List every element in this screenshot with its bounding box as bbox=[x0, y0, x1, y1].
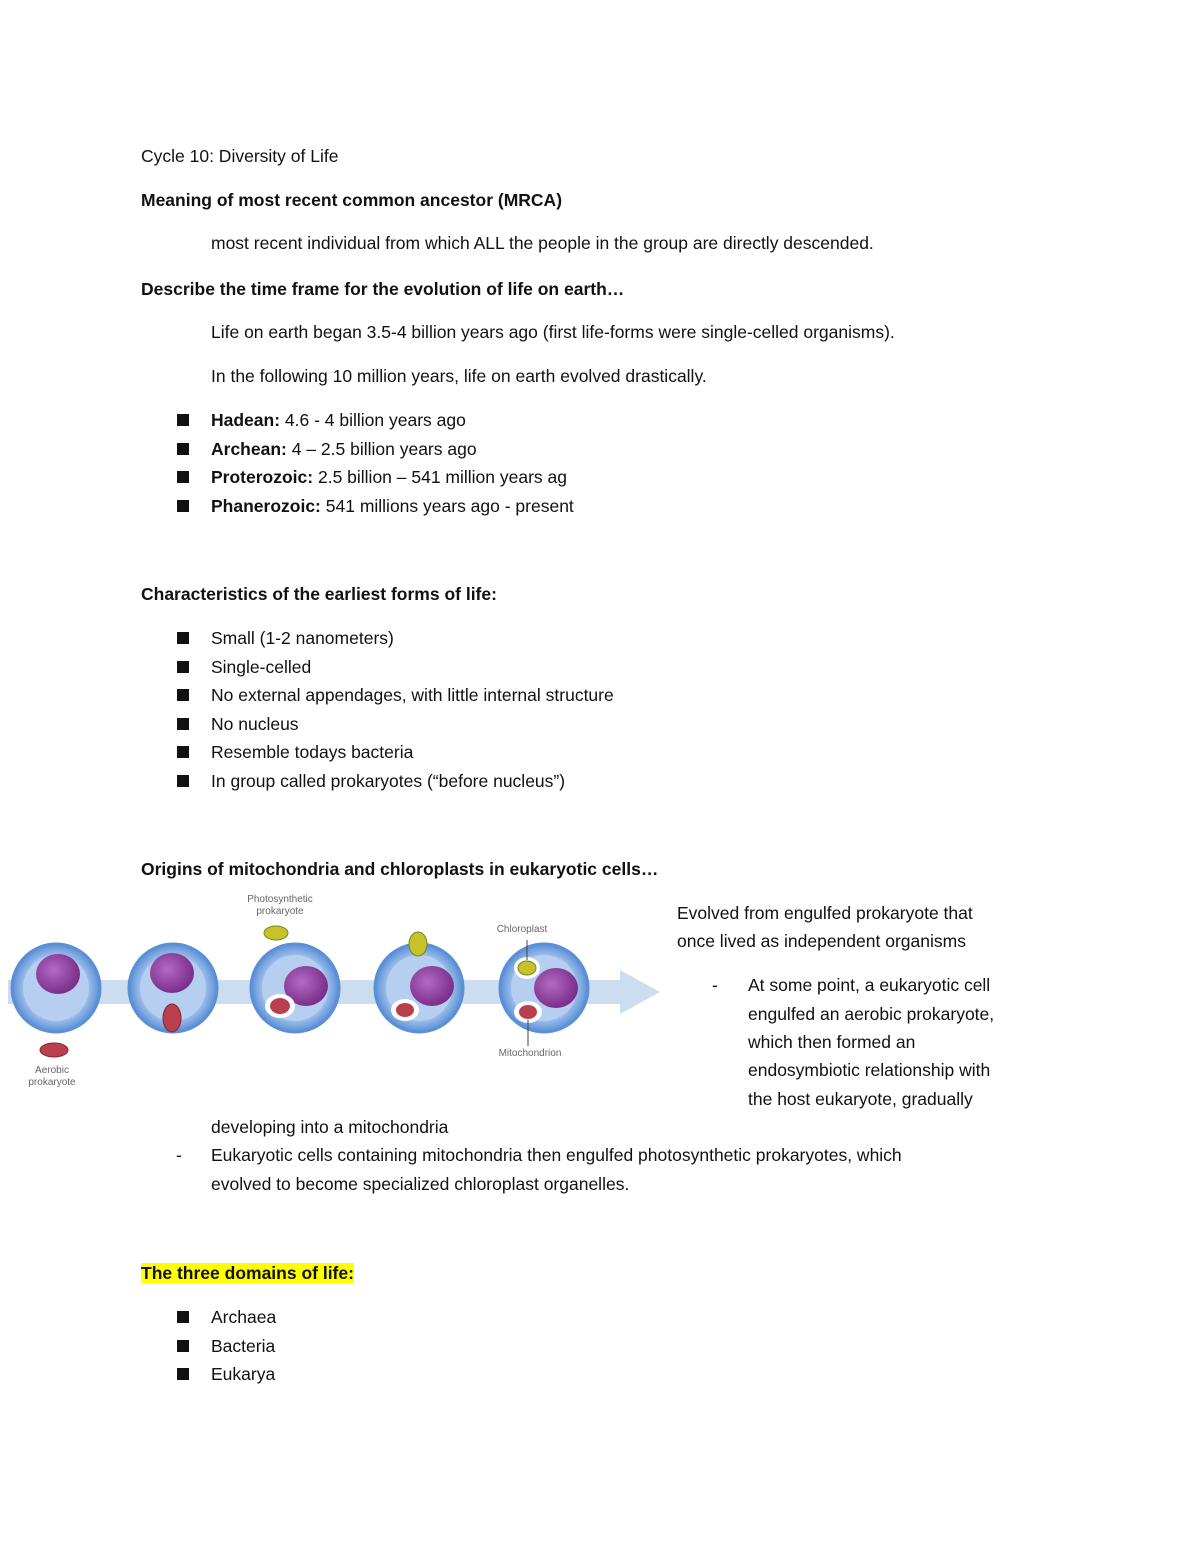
earliest-list bbox=[176, 626, 614, 797]
square-bullet-icon bbox=[177, 775, 189, 787]
list-item: Proterozoic: 2.5 billion – 541 million years ag bbox=[176, 465, 574, 494]
dash-1-symbol: - bbox=[712, 975, 718, 995]
list-item: No external appendages, with little internal structure bbox=[176, 683, 614, 712]
square-bullet-icon bbox=[177, 471, 189, 483]
origins-side-line-1: Evolved from engulfed prokaryote that bbox=[677, 903, 973, 923]
mrca-definition: most recent individual from which ALL the people in the group are directly descended. bbox=[211, 233, 874, 253]
list-item: Phanerozoic: 541 millions years ago - present bbox=[176, 494, 574, 523]
dash-2-line-1: Eukaryotic cells containing mitochondria then engulfed photosynthetic prokaryotes, which bbox=[211, 1145, 902, 1165]
cell-2 bbox=[129, 944, 217, 1032]
cell-4 bbox=[375, 932, 463, 1032]
dash-2-symbol: - bbox=[176, 1145, 182, 1165]
timeframe-heading: Describe the time frame for the evolution of life on earth… bbox=[141, 279, 625, 299]
dash-1-line-5: the host eukaryote, gradually bbox=[748, 1089, 973, 1109]
list-item: Resemble todays bacteria bbox=[176, 740, 614, 769]
dash-1-line-2: engulfed an aerobic prokaryote, bbox=[748, 1004, 995, 1024]
square-bullet-icon bbox=[177, 689, 189, 701]
square-bullet-icon bbox=[177, 746, 189, 758]
dash-1-line-1: At some point, a eukaryotic cell bbox=[748, 975, 991, 995]
aerobic-label-1: Aerobic bbox=[35, 1065, 69, 1076]
list-item: Archaea bbox=[176, 1305, 276, 1334]
mrca-heading: Meaning of most recent common ancestor (MRCA) bbox=[141, 190, 563, 210]
mitochondrion-label: Mitochondrion bbox=[498, 1048, 562, 1059]
list-item: Eukarya bbox=[176, 1362, 276, 1391]
aerobic-label-2: prokaryote bbox=[28, 1077, 76, 1088]
eon-list bbox=[176, 408, 574, 522]
document-title: Cycle 10: Diversity of Life bbox=[141, 146, 339, 166]
origins-side-line-2: once lived as independent organisms bbox=[677, 931, 966, 951]
dash-2-line-2: evolved to become specialized chloroplast organelles. bbox=[211, 1174, 630, 1194]
origins-heading: Origins of mitochondria and chloroplasts in eukaryotic cells… bbox=[141, 859, 659, 879]
list-item: Bacteria bbox=[176, 1334, 276, 1363]
list-item: Hadean: 4.6 - 4 billion years ago bbox=[176, 408, 574, 437]
dash-1-line-3: which then formed an bbox=[748, 1032, 916, 1052]
photosynthetic-label-2: prokaryote bbox=[256, 906, 304, 917]
endosymbiosis-figure bbox=[0, 888, 670, 1098]
dash-1-line-4: endosymbiotic relationship with bbox=[748, 1060, 991, 1080]
list-item: Archean: 4 – 2.5 billion years ago bbox=[176, 437, 574, 466]
square-bullet-icon bbox=[177, 1368, 189, 1380]
dash-1-continuation: developing into a mitochondria bbox=[211, 1117, 449, 1137]
photosynthetic-label-1: Photosynthetic bbox=[247, 894, 313, 905]
square-bullet-icon bbox=[177, 718, 189, 730]
timeframe-para-1: Life on earth began 3.5-4 billion years ago (first life-forms were single-celled organisms). bbox=[211, 322, 895, 342]
list-item: In group called prokaryotes (“before nucleus”) bbox=[176, 769, 614, 798]
square-bullet-icon bbox=[177, 632, 189, 644]
square-bullet-icon bbox=[177, 1340, 189, 1352]
cell-3 bbox=[251, 944, 339, 1032]
list-item: No nucleus bbox=[176, 712, 614, 741]
domains-list bbox=[176, 1305, 276, 1391]
earliest-heading: Characteristics of the earliest forms of life: bbox=[141, 584, 497, 604]
list-item: Single-celled bbox=[176, 655, 614, 684]
square-bullet-icon bbox=[177, 500, 189, 512]
domains-heading: The three domains of life: bbox=[141, 1263, 354, 1283]
cell-1 bbox=[12, 944, 100, 1032]
timeframe-para-2: In the following 10 million years, life on earth evolved drastically. bbox=[211, 366, 707, 386]
square-bullet-icon bbox=[177, 443, 189, 455]
square-bullet-icon bbox=[177, 661, 189, 673]
cell-5 bbox=[500, 944, 588, 1032]
square-bullet-icon bbox=[177, 414, 189, 426]
chloroplast-label: Chloroplast bbox=[496, 924, 548, 935]
list-item: Small (1-2 nanometers) bbox=[176, 626, 614, 655]
square-bullet-icon bbox=[177, 1311, 189, 1323]
